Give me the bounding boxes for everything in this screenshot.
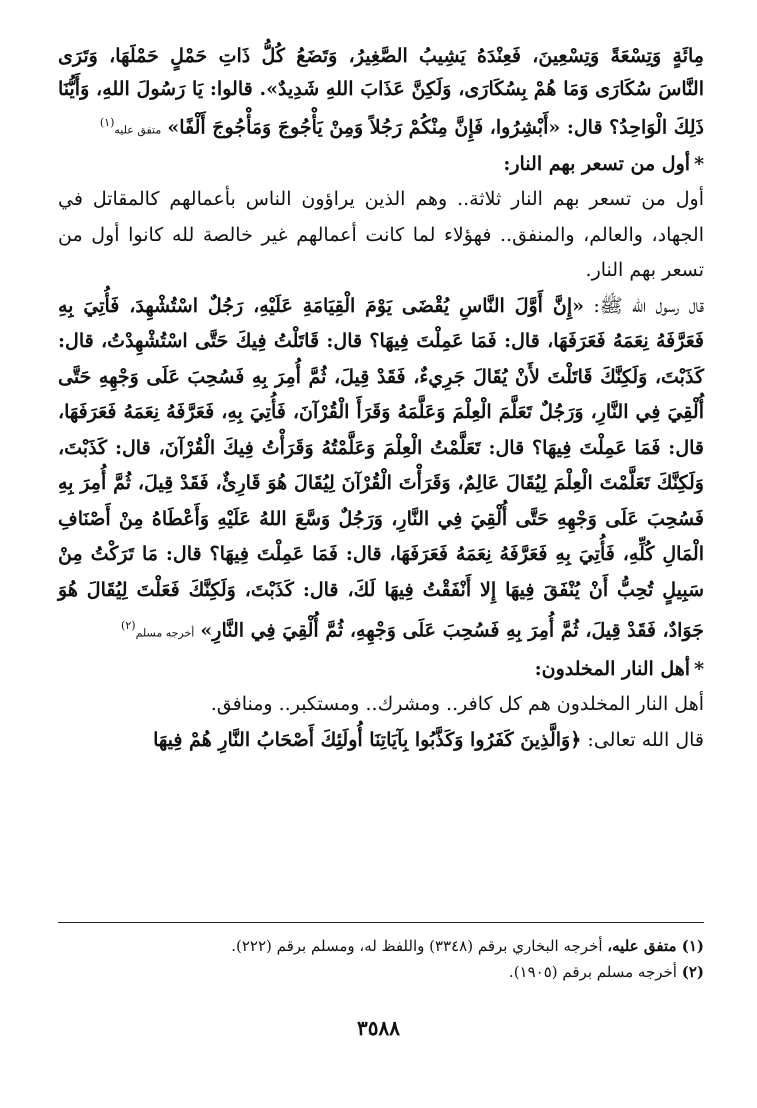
footnote-2 <box>58 959 704 985</box>
quran-verse-paragraph <box>58 723 704 759</box>
footnote-ref-1: (١) <box>99 116 115 129</box>
section-heading-first-in-fire <box>58 146 704 182</box>
footnote-text: أخرجه مسلم برقم (١٩٠٥). <box>508 963 677 981</box>
footnote-ref-2: (٢) <box>121 619 136 633</box>
section-heading-text: أول من تسعر بهم النار: <box>503 153 691 176</box>
footnotes <box>58 922 704 985</box>
footnote-text: أخرجه البخاري برقم (٣٣٤٨) واللفظ له، ومسلم برقم (٢٢٢). <box>231 937 603 955</box>
star-icon: * <box>694 658 704 681</box>
hadith-lead: قال رسول الله ﷺ: <box>593 294 704 317</box>
page-body <box>58 40 704 758</box>
dwellers-paragraph: أهل النار المخلدون هم كل كافر.. ومشرك.. ومستكبر.. ومنافق. <box>210 693 704 716</box>
hadith-text: «إِنَّ أَوَّلَ النَّاسِ يُقْضَى يَوْمَ الْقِيَامَةِ عَلَيْهِ، رَجُلٌ اسْتُشْهِدَ، فَأُتِيَ بِهِ فَعَرَّفَهُ نِعَمَهُ فَعَرَفَهَا، قال: فَمَا عَمِلْتَ فِيهَا؟ قال: قَاتَلْتُ فِيكَ حَتَّى اسْتُشْهِدْتُ، قال: كَذَبْتَ، وَلَكِنَّكَ قَاتَلْتَ لأَنْ يُقَالَ جَرِيءٌ، فَقَدْ قِيلَ، ثُمَّ أُمِرَ بِهِ فَسُحِبَ عَلَى وَجْهِهِ حَتَّى أُلْقِيَ فِي النَّارِ، وَرَجُلٌ تَعَلَّمَ الْعِلْمَ وَعَلَّمَهُ وَقَرَأَ الْقُرْآنَ، فَأُتِيَ بِهِ، فَعَرَّفَهُ نِعَمَهُ فَعَرَفَهَا، قال: فَمَا عَمِلْتَ فِيهَا؟ قال: تَعَلَّمْتُ الْعِلْمَ وَعَلَّمْتُهُ وَقَرَأْتُ فِيكَ الْقُرْآنَ، قال: كَذَبْتَ، وَلَكِنَّكَ تَعَلَّمْتَ الْعِلْمَ لِيُقَالَ عَالِمٌ، وَقَرَأْتَ الْقُرْآنَ لِيُقَالَ هُوَ قَارِئٌ، فَقَدْ قِيلَ، ثُمَّ أُمِرَ بِهِ فَسُحِبَ عَلَى وَجْهِهِ حَتَّى أُلْقِيَ فِي النَّارِ، وَرَجُلٌ وَسَّعَ اللهُ عَلَيْهِ وَأَعْطَاهُ مِنْ أَصْنَافِ الْمَالِ كُلِّهِ، فَأُتِيَ بِهِ فَعَرَّفَهُ نِعَمَهُ فَعَرَفَهَا، قال: فَمَا عَمِلْتَ فِيهَا؟ قال: مَا تَرَكْتُ مِنْ سَبِيلٍ تُحِبُّ أَنْ يُنْفَقَ فِيهَا إِلا أَنْفَقْتُ فِيهَا لَكَ، قال: كَذَبْتَ، وَلَكِنَّكَ فَعَلْتَ لِيُقَالَ هُوَ جَوَادٌ، فَقَدْ قِيلَ، ثُمَّ أُمِرَ بِهِ فَسُحِبَ عَلَى وَجْهِهِ، ثُمَّ أُلْقِيَ فِي النَّارِ» <box>58 294 704 642</box>
hadith-continuation-paragraph <box>58 40 704 146</box>
verse-lead: قال الله تعالى: <box>587 728 704 751</box>
hadith-paragraph <box>58 289 704 651</box>
footnote-1 <box>58 933 704 959</box>
section-heading-text: أهل النار المخلدون: <box>534 658 691 681</box>
quran-verse: ﴿وَالَّذِينَ كَفَرُوا وَكَذَّبُوا بِآيَاتِنَا أُولَئِكَ أَصْحَابُ النَّارِ هُمْ فِيهَا <box>153 728 582 751</box>
section-heading-eternal-dwellers <box>58 651 704 687</box>
hadith-source-note: متفق عليه <box>114 123 162 137</box>
page-number: ٣٥٨٨ <box>357 1016 400 1040</box>
hadith-source-note: أخرجه مسلم <box>135 626 195 640</box>
star-icon: * <box>694 153 704 176</box>
footnote-label: (١) متفق عليه، <box>607 937 704 955</box>
intro-paragraph: أول من تسعر بهم النار ثلاثة.. وهم الذين يراؤون الناس بأعمالهم كالمقاتل في الجهاد، والعالم، والمنفق.. فهؤلاء لما كانت أعمالهم غير خالصة لله كانوا أول من تسعر بهم النار. <box>58 188 704 282</box>
footnote-label: (٢) <box>681 963 704 981</box>
hadith-text: مِائَةٍ وَتِسْعَةً وَتِسْعِينَ، فَعِنْدَهُ يَشِيبُ الصَّغِيرُ، وَتَضَعُ كُلُّ ذَاتِ حَمْلٍ حَمْلَهَا، وَتَرَى النَّاسَ سُكَارَى وَمَا هُمْ بِسُكَارَى، وَلَكِنَّ عَذَابَ اللهِ شَدِيدٌ». قالوا: يَا رَسُولَ اللهِ، وَأَيُّنَا ذَلِكَ الْوَاحِدُ؟ قال: «أَبْشِرُوا، فَإِنَّ مِنْكُمْ رَجُلاً وَمِنْ يَأْجُوجَ وَمَأْجُوجَ أَلْفًا» <box>58 45 704 139</box>
